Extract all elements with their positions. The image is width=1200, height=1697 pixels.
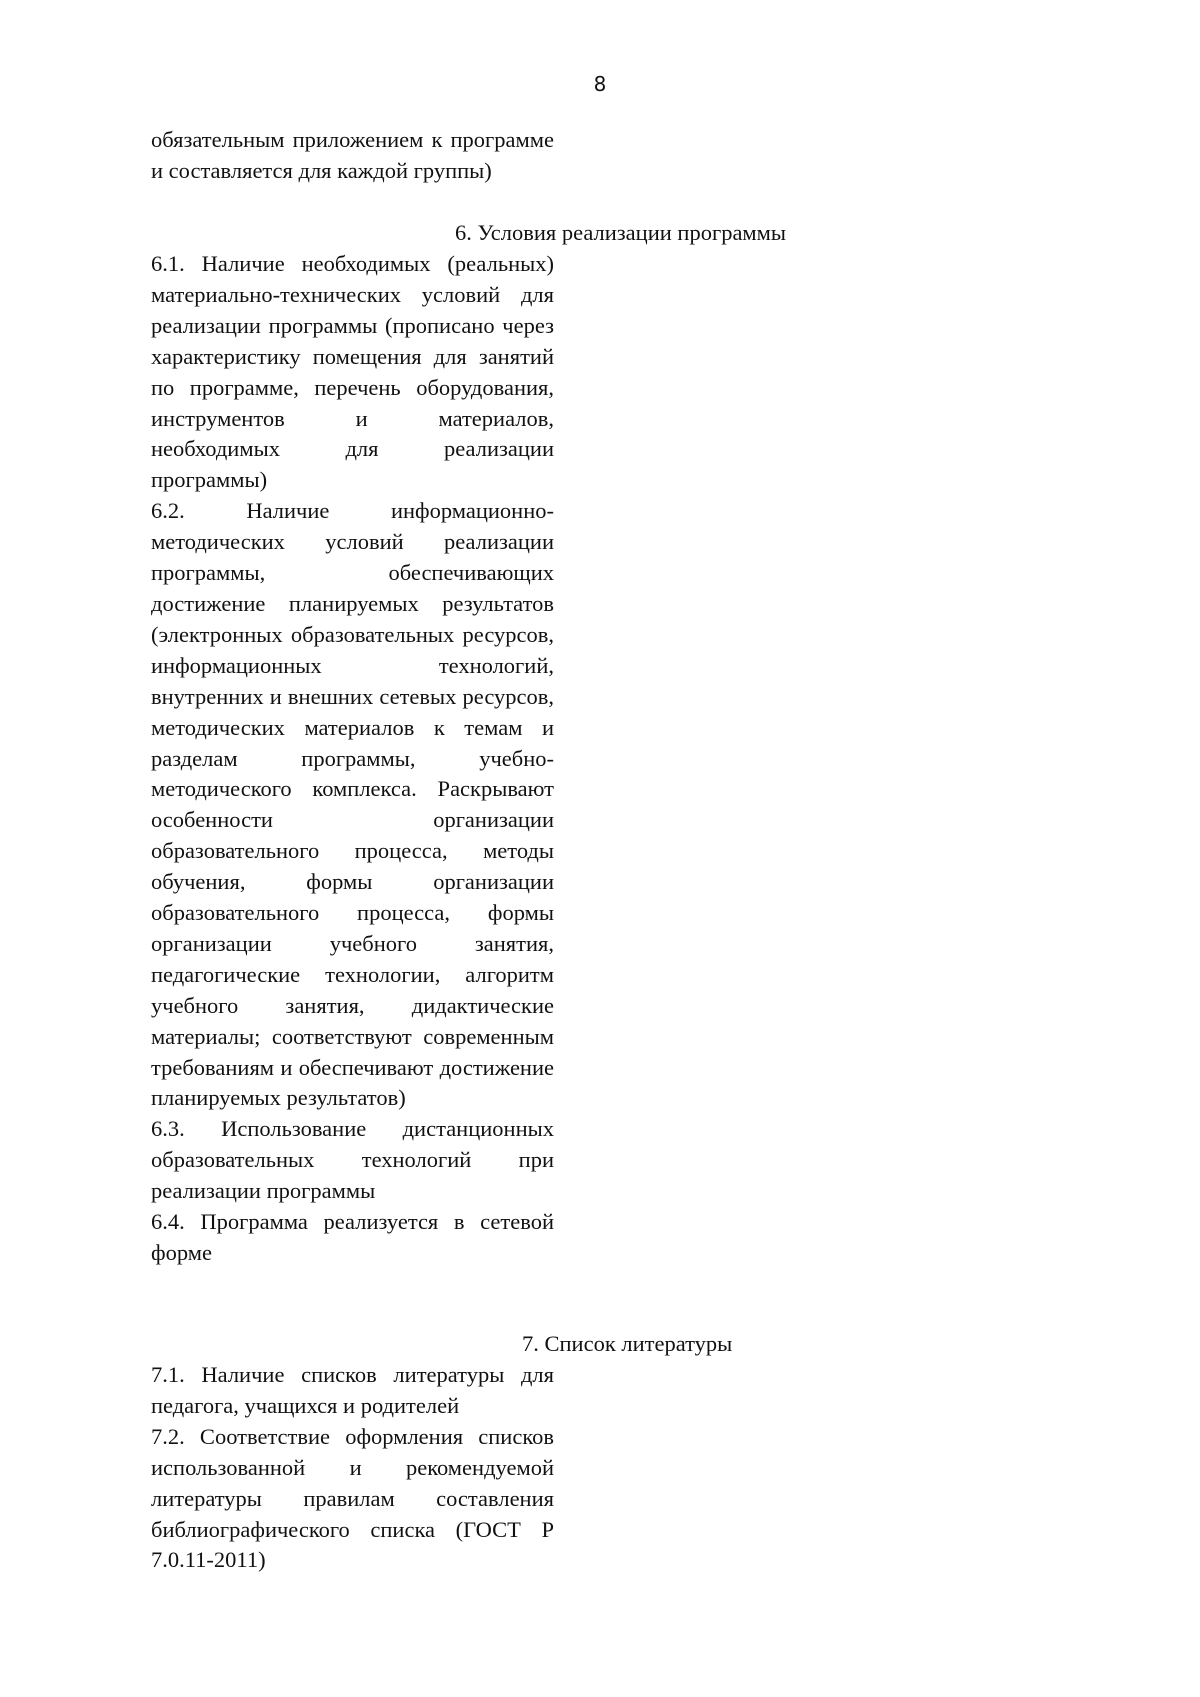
section-6-items (151, 249, 554, 1269)
item-6-1: 6.1. Наличие необходимых (реальных) материально-технических условий для реализации программы (прописано через характеристику помещения для занятий по программе, перечень оборудования, инструментов и материалов, необходимых для реализации программы) (151, 251, 554, 493)
item-6-4: 6.4. Программа реализуется в сетевой форме (151, 1209, 554, 1265)
item-7-2: 7.2. Соответствие оформления списков использованной и рекомендуемой литературы правилам составления библиографического списка (ГОСТ Р 7.0.11-2011) (151, 1423, 554, 1573)
item-7-1: 7.1. Наличие списков литературы для педагога, учащихся и родителей (151, 1362, 554, 1418)
continuation-text: обязательным приложением к программе и составляется для каждой группы) (151, 127, 554, 183)
continuation-block (151, 125, 554, 187)
section-7-items (151, 1360, 554, 1576)
section-6-heading: 6. Условия реализации программы (455, 220, 787, 245)
item-6-2: 6.2. Наличие информационно-методических условий реализации программы, обеспечивающих достижение планируемых результатов (электронных образовательных ресурсов, информационных технологий, внутренних и внешних сетевых ресурсов, методических материалов к темам и разделам программы, учебно-методического комплекса. Раскрывают особенности организации образовательного процесса, методы обучения, формы организации образовательного процесса, формы организации учебного занятия, педагогические технологии, алгоритм учебного занятия, дидактические материалы; соответствуют современным требованиям и обеспечивают достижение планируемых результатов) (151, 498, 554, 1111)
page-number: 8 (593, 72, 607, 96)
item-6-3: 6.3. Использование дистанционных образовательных технологий при реализации программы (151, 1116, 554, 1204)
section-7-heading: 7. Список литературы (522, 1331, 733, 1356)
